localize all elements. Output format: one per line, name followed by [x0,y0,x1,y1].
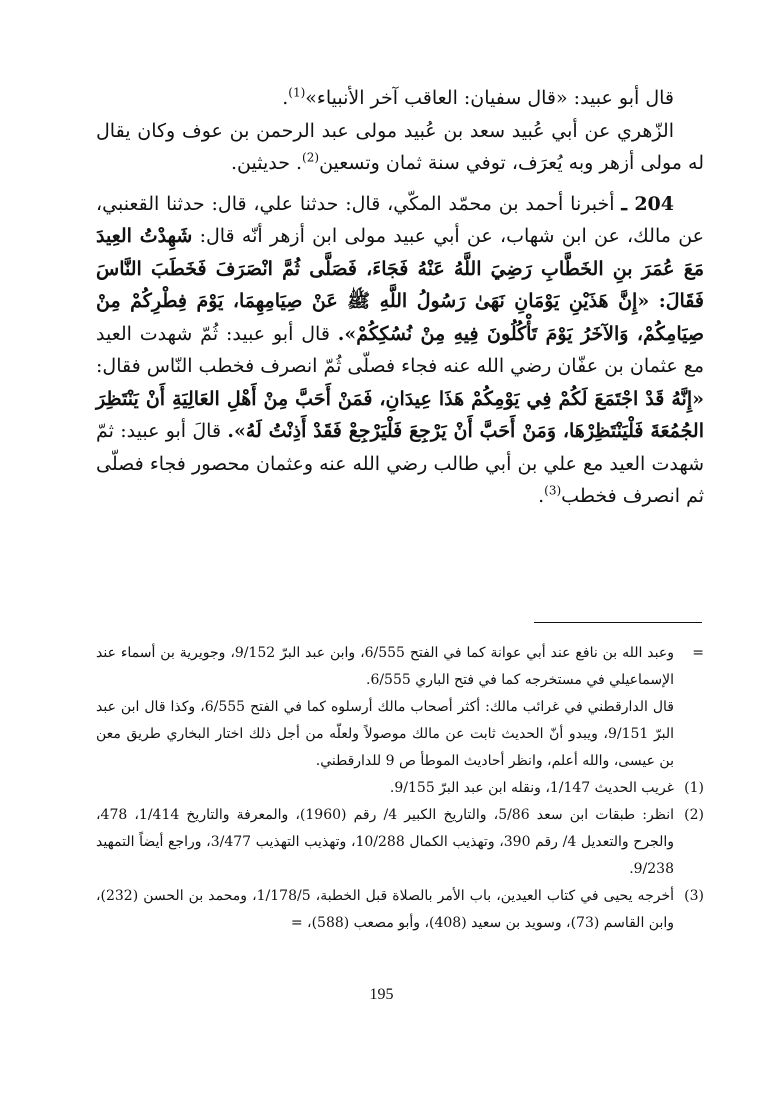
hadith-quote-uthman: «إِنَّهُ قَدْ اجْتَمَعَ لَكُمْ فِي يَوْمِكُمْ هَذَا عِيدَانِ، فَمَنْ أَحَبَّ مِنْ أَهْلِ العَالِيَةِ أَنْ يَنْتَظِرَ الجُمُعَةَ فَلْيَنْتَظِرْهَا، وَمَنْ أَحَبَّ أَنْ يَرْجِعَ فَلْيَرْجِعْ فَقَدْ أَذِنْتُ لَهُ». [96,387,704,442]
continuation-mark-end: = [290,915,303,931]
hadith-quote-umar: شَهِدْتُ العِيدَ مَعَ عُمَرَ بنِ الخَطَّابِ رَضِيَ اللَّهُ عَنْهُ فَجَاءَ، فَصَلَّى ثُمَّ انْصَرَفَ فَخَطَبَ النَّاسَ فَقَالَ: «إِنَّ هَذَيْنِ يَوْمَانِ نَهَىٰ رَسُولُ اللَّهِ ﷺ عَنْ صِيَامِهِمَا، يَوْمَ فِطْرِكُمْ مِنْ صِيَامِكُمْ، وَالآخَرُ يَوْمَ تَأْكُلُونَ فِيهِ مِنْ نُسُكِكُمْ». [96,225,704,345]
footnote-2: (2) انظر: طبقات ابن سعد 5/86، والتاريخ الكبير 4/ رقم (1960)، والمعرفة والتاريخ 1/414، 478، والجرح والتعديل 4/ رقم 390، وتهذيب الكمال 10/288، وتهذيب التهذيب 3/477، وراجع أيضاً التمهيد 9/238. [96,807,704,877]
main-text [96,82,704,513]
footnote-1: (1) غريب الحديث 1/147، ونقله ابن عبد البرّ 9/155. [389,780,704,796]
hadith-204: 204 ـ أخبرنا أحمد بن محمّد المكّي، قال: حدثنا علي، قال: حدثنا القعنبي، عن مالك، عن ابن شهاب، عن أبي عبيد مولى ابن أزهر أنّه قال: شَهِدْتُ العِيدَ مَعَ عُمَرَ بنِ الخَطَّابِ رَضِيَ اللَّهُ عَنْهُ فَجَاءَ، فَصَلَّى ثُمَّ انْصَرَفَ فَخَطَبَ النَّاسَ فَقَالَ: «إِنَّ هَذَيْنِ يَوْمَانِ نَهَىٰ رَسُولُ اللَّهِ ﷺ عَنْ صِيَامِهِمَا، يَوْمَ فِطْرِكُمْ مِنْ صِيَامِكُمْ، وَالآخَرُ يَوْمَ تَأْكُلُونَ فِيهِ مِنْ نُسُكِكُمْ». قال أبو عبيد: ثُمّ شهدت العيد مع عثمان بن عفّان رضي الله عنه فجاء فصلّى ثُمّ انصرف فخطب النّاس فقال: «إِنَّهُ قَدْ اجْتَمَعَ لَكُمْ فِي يَوْمِكُمْ هَذَا عِيدَانِ، فَمَنْ أَحَبَّ مِنْ أَهْلِ العَالِيَةِ أَنْ يَنْتَظِرَ الجُمُعَةَ فَلْيَنْتَظِرْهَا، وَمَنْ أَحَبَّ أَنْ يَرْجِعَ فَلْيَرْجِعْ فَقَدْ أَذِنْتُ لَهُ». قالَ أبو عبيد: ثمّ شهدت العيد مع علي بن أبي طالب رضي الله عنه وعثمان محصور فجاء فصلّى ثم انصرف فخطب$^{(3)}$. [96,192,704,507]
footnote-continuation-2: قال الدارقطني في غرائب مالك: أكثر أصحاب مالك أرسلوه كما في الفتح 6/555، وكذا قال ابن عبد البرّ 9/151، ويبدو أنّ الحديث ثابت عن مالك موصولاً ولعلّه من أجل ذلك اختار البخاري طريق معن بن عيسى، والله أعلم، وانظر أحاديث الموطأ ص 9 للدارقطني. [96,699,675,769]
footnote-ref-1: (1) [288,85,306,100]
hadith-number: 204 ـ [621,192,674,215]
footnote-ref-2: (2) [302,150,320,165]
footnote-3: (3) أخرجه يحيى في كتاب العيدين، باب الأمر بالصلاة قبل الخطبة، 1/178/5، ومحمد بن الحسن (232)، وابن القاسم (73)، وسويد بن سعيد (408)، وأبو مصعب (588)، = [96,888,704,931]
footnote-ref-3: (3) [544,483,562,498]
paragraph-abu-ubayd-quote: قال أبو عبيد: «قال سفيان: العاقب آخر الأنبياء»$^{(1)}$. [282,85,674,109]
footnotes [96,640,704,937]
continuation-mark: = [692,645,704,661]
page-number: 195 [369,986,394,1003]
footnote-continuation: = وعبد الله بن نافع عند أبي عوانة كما في الفتح 6/555، وابن عبد البرّ 9/152، وجويرية بن أسماء عند الإسماعيلي في مستخرجه كما في فتح الباري 6/555. [96,640,704,694]
footnote-separator [534,622,702,623]
paragraph-zuhri: الزّهري عن أبي عُبيد سعد بن عُبيد مولى عبد الرحمن بن عوف وكان يقال له مولى أزهر وبه يُعرَف، توفي سنة ثمان وتسعين$^{(2)}$. حديثين. [96,119,704,174]
